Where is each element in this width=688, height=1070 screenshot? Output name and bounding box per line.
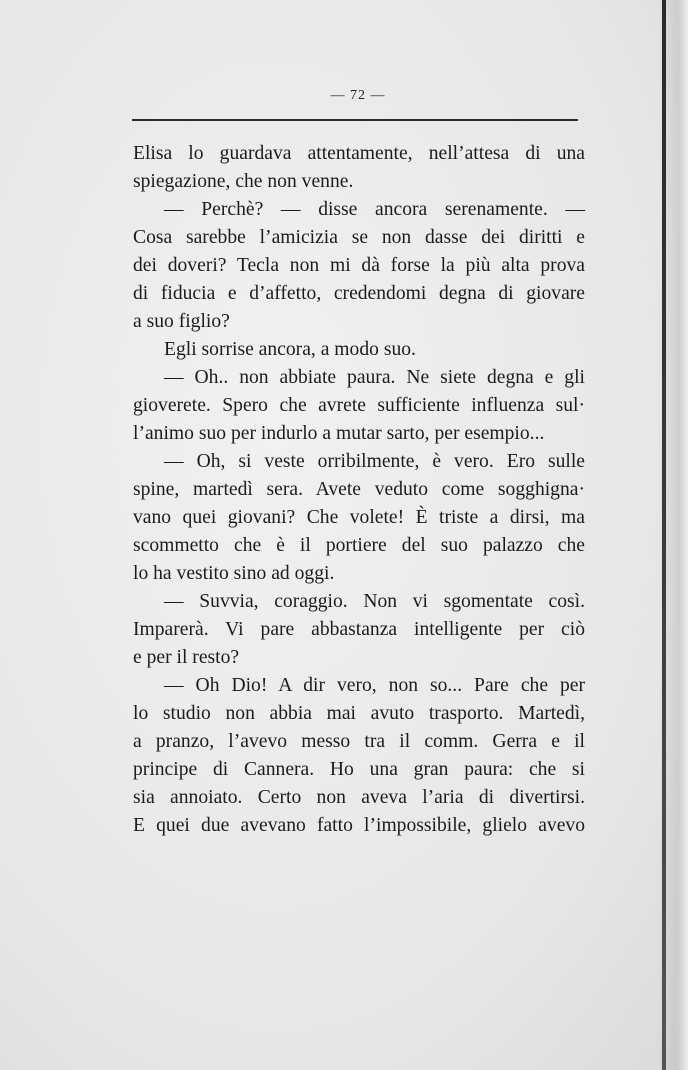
text-line: — Oh Dio! A dir vero, non so... Pare che per (164, 675, 585, 696)
text-line: a suo figlio? (133, 311, 230, 332)
text-line: Cosa sarebbe l’amicizia se non dasse dei diritti e (133, 227, 585, 248)
text-line: spiegazione, che non venne. (133, 171, 354, 192)
text-line: — Perchè? — disse ancora serenamente. — (164, 199, 585, 220)
text-line: Imparerà. Vi pare abbastanza intelligente per ciò (133, 619, 585, 640)
header-rule (132, 119, 578, 121)
text-line: spine, martedì sera. Avete veduto come sogghigna· (133, 479, 585, 500)
text-line: a pranzo, l’avevo messo tra il comm. Gerra e il (133, 731, 585, 752)
text-line: lo studio non abbia mai avuto trasporto. Martedì, (133, 703, 585, 724)
text-line: Elisa lo guardava attentamente, nell’attesa di una (133, 143, 585, 164)
text-line: di fiducia e d’affetto, credendomi degna di giovare (133, 283, 585, 304)
binding-line (662, 0, 666, 1070)
text-line: l’animo suo per indurlo a mutar sarto, per esempio... (133, 423, 545, 444)
text-line: Egli sorrise ancora, a modo suo. (164, 339, 416, 360)
text-line: principe di Cannera. Ho una gran paura: che si (133, 759, 585, 780)
text-line: — Oh.. non abbiate paura. Ne siete degna e gli (164, 367, 585, 388)
text-line: — Suvvia, coraggio. Non vi sgomentate così. (164, 591, 585, 612)
text-line: e per il resto? (133, 647, 240, 668)
text-line: vano quei giovani? Che volete! È triste a dirsi, ma (133, 507, 585, 528)
text-line: scommetto che è il portiere del suo palazzo che (133, 535, 585, 556)
page-number: — 72 — (330, 88, 386, 103)
text-line: gioverete. Spero che avrete sufficiente influenza sul· (133, 395, 585, 416)
body-text (133, 140, 585, 840)
text-line: dei doveri? Tecla non mi dà forse la più alta prova (133, 255, 585, 276)
text-line: sia annoiato. Certo non aveva l’aria di divertirsi. (133, 787, 585, 808)
text-line: E quei due avevano fatto l’impossibile, glielo avevo (133, 815, 585, 836)
text-line: lo ha vestito sino ad oggi. (133, 563, 335, 584)
text-line: — Oh, si veste orribilmente, è vero. Ero sulle (164, 451, 585, 472)
